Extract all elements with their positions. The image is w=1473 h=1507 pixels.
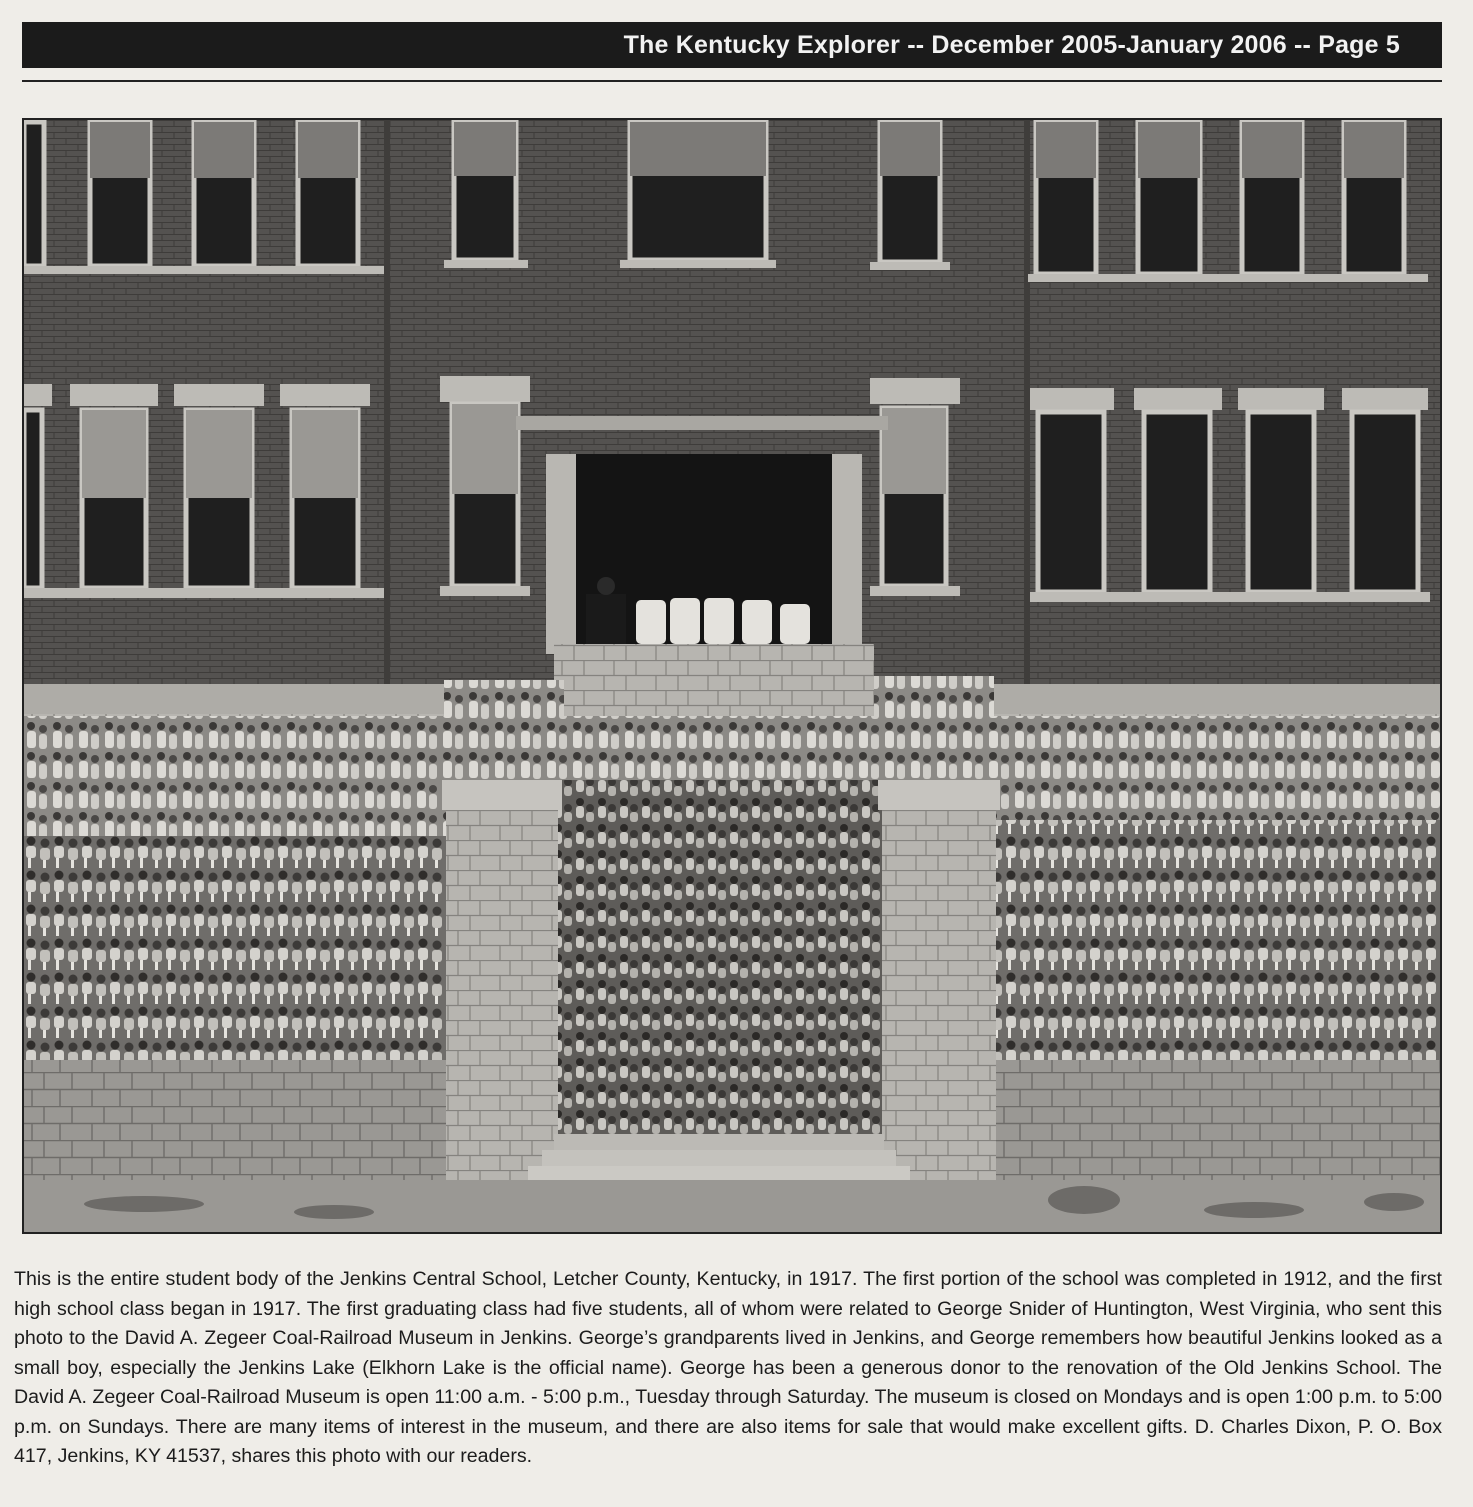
historic-school-photo [22, 118, 1442, 1234]
page-header-bar [22, 22, 1442, 68]
photo-caption: This is the entire student body of the Jenkins Central School, Letcher County, Kentucky, in 1917. The first portion of the school was completed in 1912, and the first high school class began in 1917. The first graduating class had five students, all of whom were related to George Snider of Huntington, West Virginia, who sent this photo to the David A. Zegeer Coal-Railroad Museum in Jenkins. George’s grandparents lived in Jenkins, and George remembers how beautiful Jenkins looked as a small boy, especially the Jenkins Lake (Elkhorn Lake is the official name). George has been a generous donor to the renovation of the Old Jenkins School. The David A. Zegeer Coal-Railroad Museum is open 11:00 a.m. - 5:00 p.m., Tuesday through Saturday. The museum is closed on Mondays and is open 1:00 p.m. to 5:00 p.m. on Sundays. There are many items of interest in the museum, and there are also items for sale that would make excellent gifts. D. Charles Dixon, P. O. Box 417, Jenkins, KY 41537, shares this photo with our readers. [14, 1268, 1442, 1467]
historic-school-photo-icon [24, 120, 1440, 1232]
page-header-title: The Kentucky Explorer -- December 2005-January 2006 -- Page 5 [623, 30, 1400, 59]
header-divider [22, 80, 1442, 82]
